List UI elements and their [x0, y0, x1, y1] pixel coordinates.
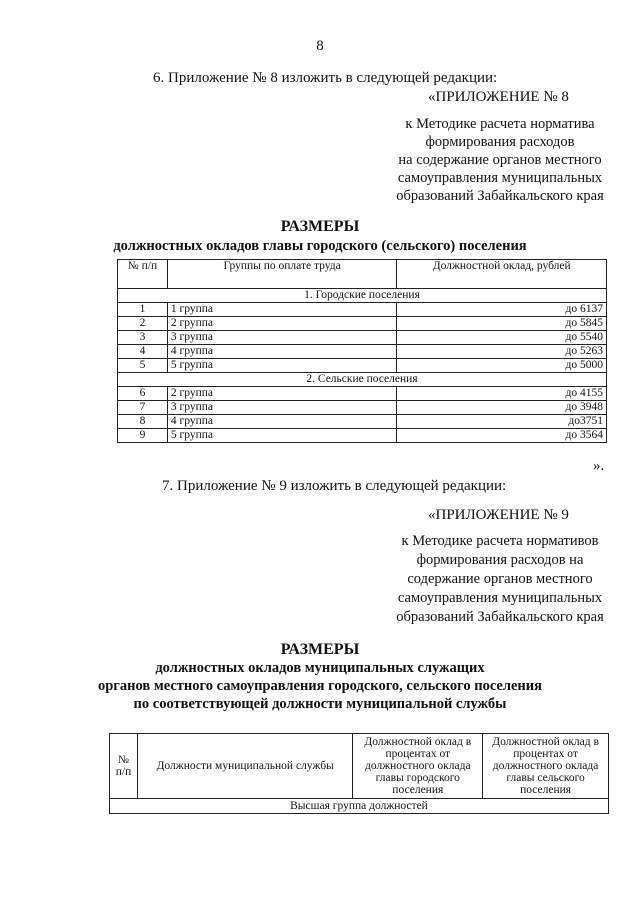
cell-salary: до 6137 [397, 303, 607, 317]
table-row [118, 359, 607, 373]
appendix-9-line: к Методике расчета нормативов [401, 533, 599, 549]
cell-group: 1 группа [167, 303, 396, 317]
cell-group: 5 группа [167, 429, 396, 443]
column-header: Должностной оклад в процентах от должностного оклада главы сельского поселения [483, 734, 609, 799]
cell-group: 3 группа [167, 401, 396, 415]
cell-salary: до3751 [397, 415, 607, 429]
section-row [118, 289, 607, 303]
cell-salary: до 3948 [397, 401, 607, 415]
cell-number: 7 [118, 401, 168, 415]
table-1-closing-quote: ». [593, 458, 605, 474]
table-2-title: РАЗМЕРЫ [280, 641, 360, 658]
appendix-9-line: образований Забайкальского края [396, 609, 604, 625]
cell-number: 8 [118, 415, 168, 429]
cell-group: 5 группа [167, 359, 396, 373]
table-header-row [118, 260, 607, 289]
cell-salary: до 3564 [397, 429, 607, 443]
table-1-title: РАЗМЕРЫ [280, 218, 360, 235]
cell-number: 6 [118, 387, 168, 401]
item-7-text: 7. Приложение № 9 изложить в следующей редакции: [162, 478, 507, 494]
salary-table-municipal-employees [109, 733, 609, 814]
section-label: 2. Сельские поселения [118, 373, 607, 387]
cell-number: 5 [118, 359, 168, 373]
cell-group: 4 группа [167, 345, 396, 359]
section-label: Высшая группа должностей [110, 799, 609, 814]
column-header: Должности муниципальной службы [137, 734, 352, 799]
cell-group: 3 группа [167, 331, 396, 345]
table-row [118, 387, 607, 401]
appendix-8-line: формирования расходов [425, 134, 575, 150]
appendix-9-line: содержание органов местного [407, 571, 593, 587]
cell-group: 4 группа [167, 415, 396, 429]
cell-salary: до 5000 [397, 359, 607, 373]
page-number: 8 [316, 38, 324, 54]
table-2-subtitle-line: органов местного самоуправления городского, сельского поселения [97, 678, 542, 694]
appendix-8-line: самоуправления муниципальных [397, 170, 603, 186]
table-1-subtitle: должностных окладов главы городского (сельского) поселения [113, 238, 527, 254]
appendix-9-address [378, 532, 622, 627]
table-row [118, 415, 607, 429]
column-header: Должностной оклад в процентах от должностного оклада главы городского поселения [353, 734, 483, 799]
appendix-8-line: к Методике расчета норматива [405, 116, 595, 132]
cell-salary: до 5263 [397, 345, 607, 359]
table-row [118, 345, 607, 359]
section-label: 1. Городские поселения [118, 289, 607, 303]
cell-number: 9 [118, 429, 168, 443]
section-row [110, 799, 609, 814]
table-row [118, 429, 607, 443]
cell-number: 3 [118, 331, 168, 345]
column-header: № п/п [110, 734, 138, 799]
salary-table-heads [117, 259, 607, 443]
appendix-8-line: на содержание органов местного [398, 152, 602, 168]
cell-salary: до 5845 [397, 317, 607, 331]
cell-group: 2 группа [167, 317, 396, 331]
table-2-subtitle-line: по соответствующей должности муниципальной службы [133, 696, 507, 712]
table-row [118, 303, 607, 317]
appendix-9-heading: «ПРИЛОЖЕНИЕ № 9 [428, 507, 569, 523]
appendix-8-address [380, 115, 620, 205]
appendix-9-line: самоуправления муниципальных [397, 590, 603, 606]
table-row [118, 317, 607, 331]
appendix-9-line: формирования расходов на [416, 552, 584, 568]
table-row [118, 331, 607, 345]
cell-number: 4 [118, 345, 168, 359]
cell-group: 2 группа [167, 387, 396, 401]
cell-salary: до 4155 [397, 387, 607, 401]
table-header-row [110, 734, 609, 799]
appendix-8-line: образований Забайкальского края [396, 188, 604, 204]
section-row [118, 373, 607, 387]
column-header: Должностной оклад, рублей [397, 260, 607, 289]
cell-number: 1 [118, 303, 168, 317]
column-header: № п/п [118, 260, 168, 289]
cell-number: 2 [118, 317, 168, 331]
table-2-subtitle-line: должностных окладов муниципальных служащих [155, 660, 485, 676]
table-row [118, 401, 607, 415]
column-header: Группы по оплате труда [167, 260, 396, 289]
item-6-text: 6. Приложение № 8 изложить в следующей редакции: [153, 70, 498, 86]
cell-salary: до 5540 [397, 331, 607, 345]
appendix-8-heading: «ПРИЛОЖЕНИЕ № 8 [428, 89, 569, 105]
